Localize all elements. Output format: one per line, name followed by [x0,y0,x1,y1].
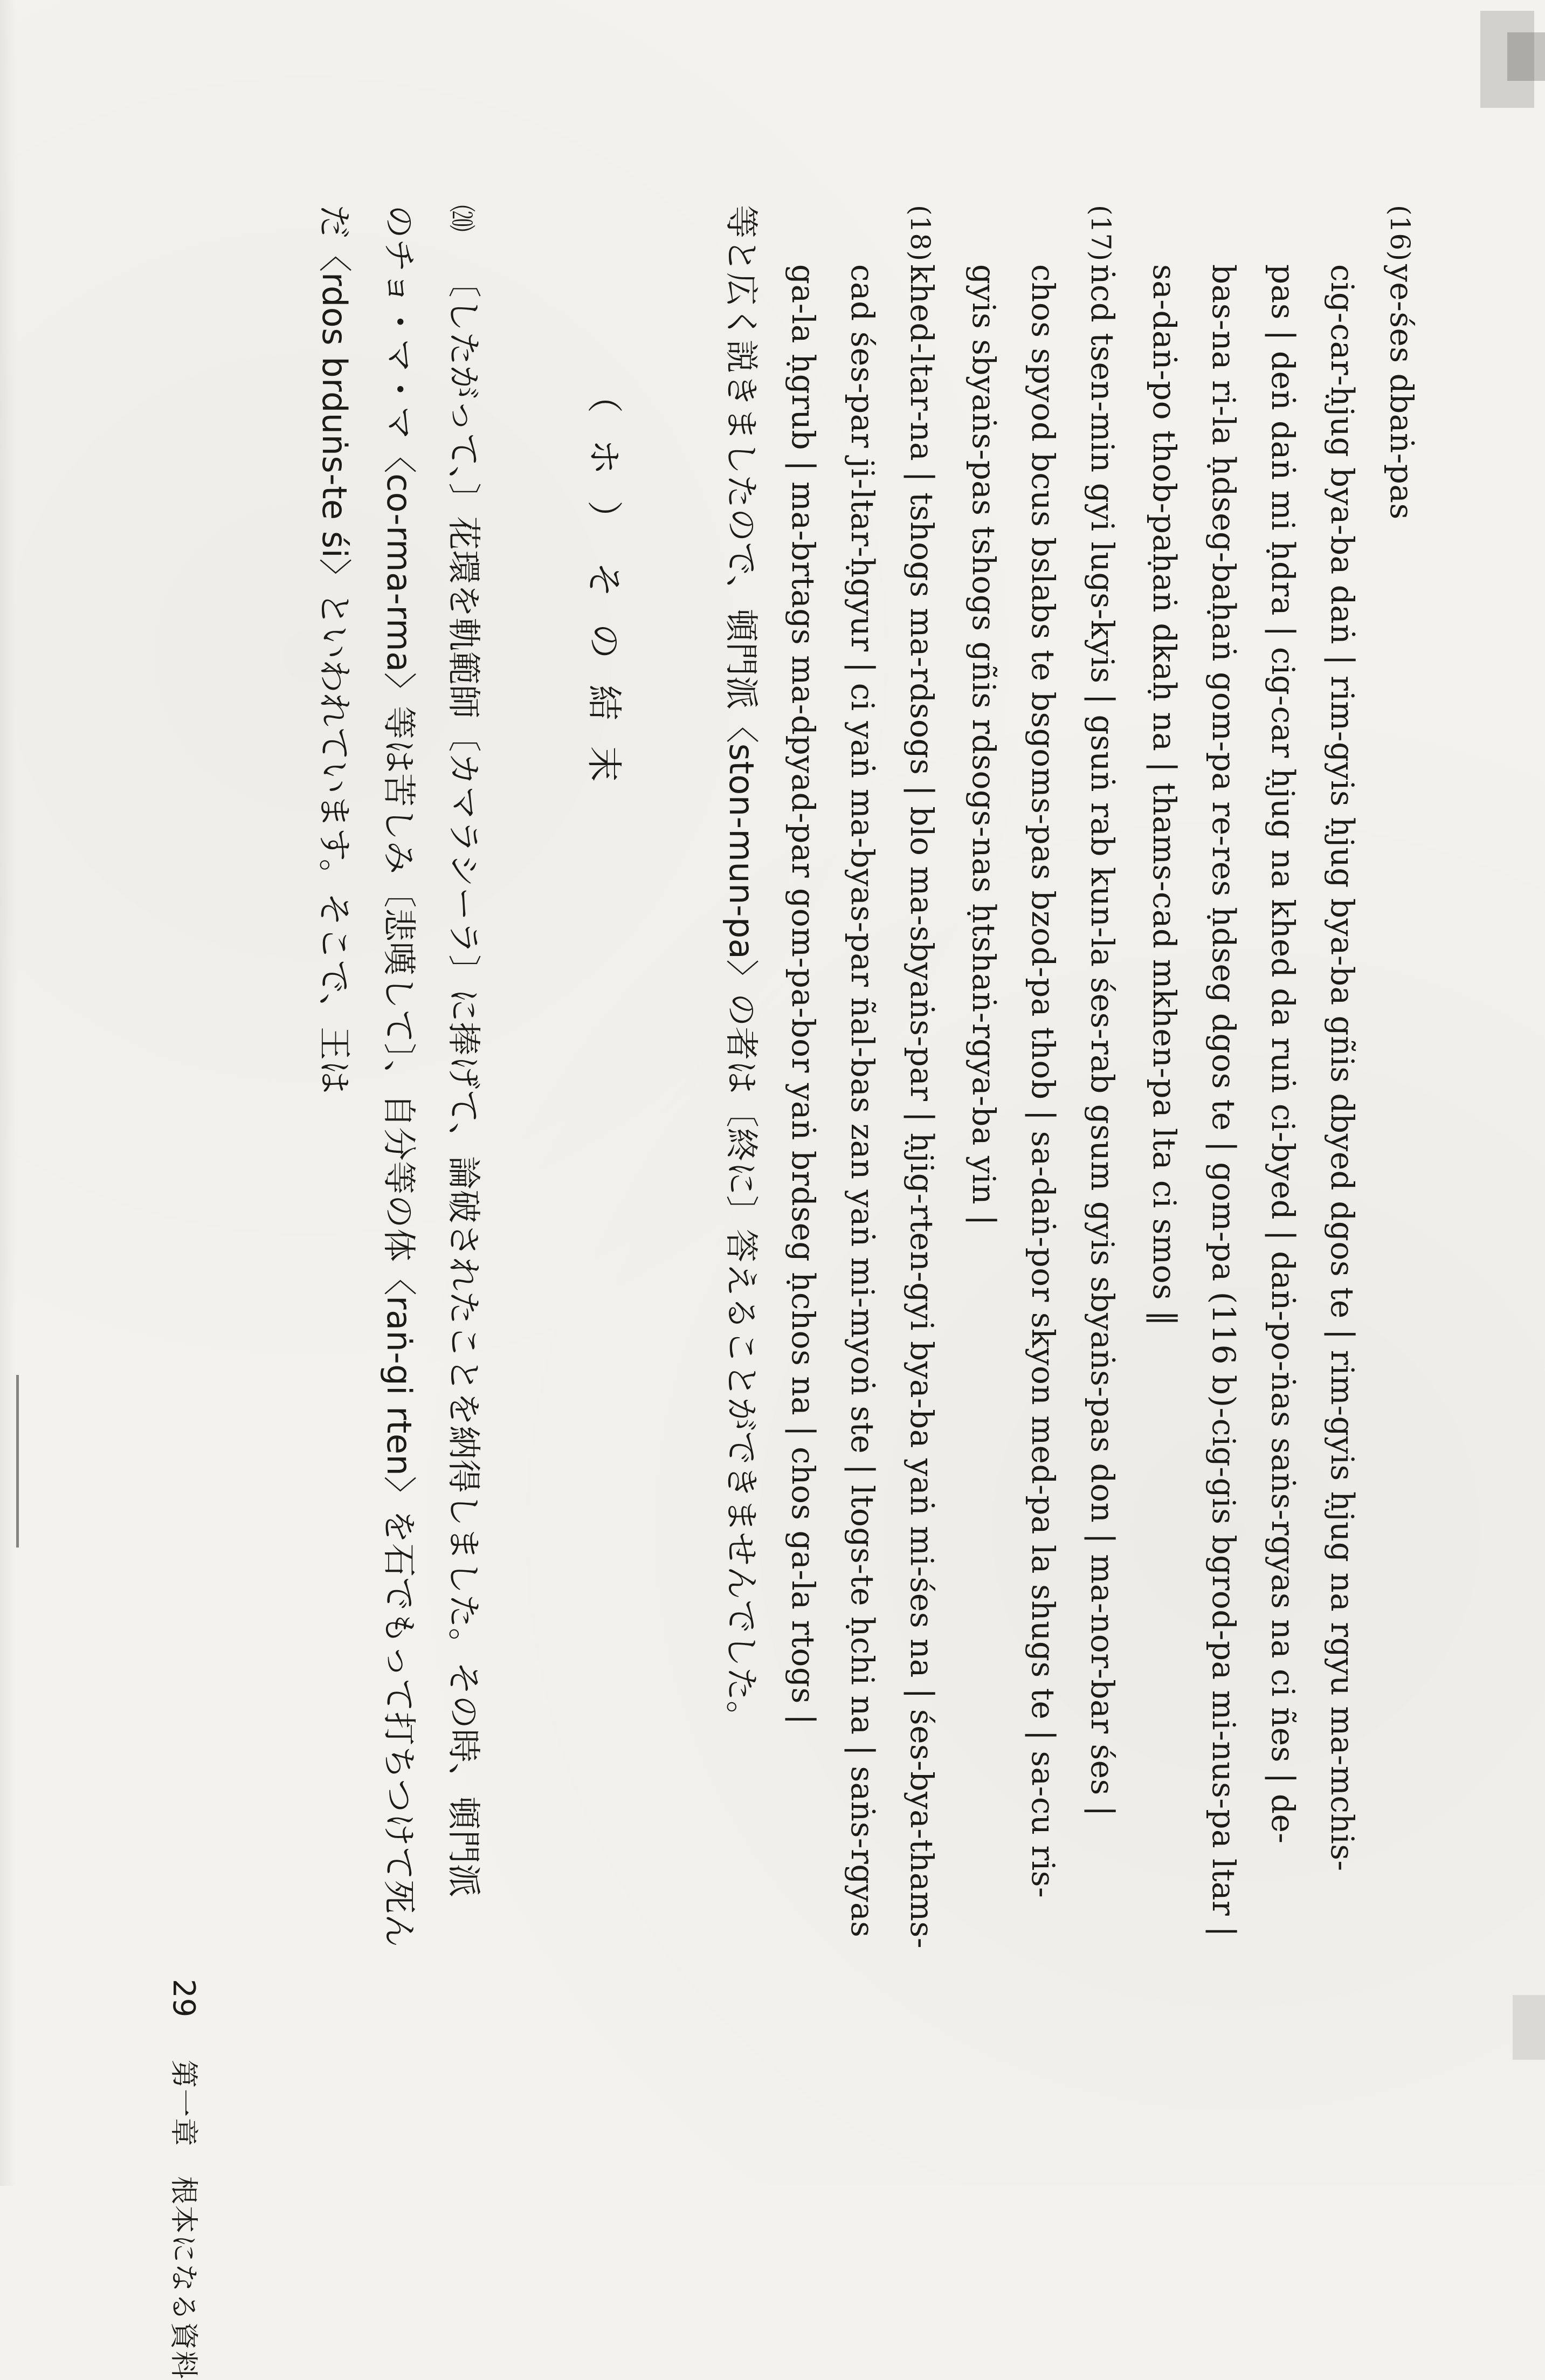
text-line: pas | deṅ daṅ mi ḥdra | cig-car ḥjug na khed da ruṅ ci-byed | daṅ-po-ṅas saṅs-rgyas na ci ñes | de- [1265,264,1301,1844]
section-18-line [899,205,943,1949]
closing-line: 等と広く説きましたので、頓門派〈ston-mun-pa〉の者は〔終に〕答えることができませんでした。 [722,205,761,1735]
text-line: だ〈rdos brduṅs-te śi〉といわれています。そこで、王は [315,205,354,1095]
section-16-title-line [1378,205,1423,520]
text-line: のチョ・マ・マ〈co-rma-rma〉等は苦しみ〔悲嘆して〕、自分等の体〈raṅ-gi rten〉を石でもって打ちつけて死ん [380,205,419,1948]
text-line: 〔したがって、〕花環を軌範師〔カマラシーラ〕に捧げて、論破されたことを納得しました。その時、頓門派 [444,264,484,1898]
text-line: bas-na ri-la ḥdseg-baḥaṅ gom-pa re-res ḥdseg dgos te | gom-pa (116 b)-cig-gis bgrod-pa mi-nus-pa ltar | [1205,264,1242,1937]
section-number: ⒇ [446,205,477,232]
section-20-line [440,205,485,1897]
text-line: khed-ltar-na | tshogs ma-rdsogs | blo ma-sbyaṅs-par | ḥjig-rten-gyi bya-ba yaṅ mi-śes na | śes-bya-thams- [903,264,940,1949]
section-number: (16) [1384,205,1416,262]
section-number: (18) [905,205,936,262]
text-line: ye-śes dbaṅ-pas [1383,264,1420,520]
binding-edge-line [16,1375,19,1547]
text-line: cig-car-ḥjug bya-ba daṅ | rim-gyis ḥjug bya-ba gñis dbyed dgos te | rim-gyis ḥjug na rgyu ma-mchis- [1324,264,1361,1872]
text-line: gyis sbyaṅs-pas tshogs gñis rdsogs-nas ḥtshaṅ-rgya-ba yin | [965,264,1002,1226]
rotated-text-block [129,205,1423,2380]
page-number: 29 [166,1979,201,2018]
text-line: cad śes-par ji-ltar-ḥgyur | ci yaṅ ma-byas-par ñal-bas zan yaṅ mi-myoṅ ste | ltogs-te ḥchi na | saṅs-rgyas [844,264,881,1938]
text-line: ga-la ḥgrub | ma-brtags ma-dpyad-par gom-pa-bor yaṅ brdseg ḥchos na | chos ga-la rtogs | [785,264,822,1725]
text-line: ṅcd tsen-min gyi lugs-kyis | gsuṅ rab kun-la śes-rab gsum gyis sbyaṅs-pas don | ma-nor-bar śes | [1084,264,1121,1817]
section-17-line [1079,205,1124,1817]
section-number: (17) [1085,205,1116,262]
text-line: chos spyod bcus bslabs te bsgoms-pas bzod-pa thob | sa-daṅ-por skyon med-pa la shugs te | sa-cu ris- [1025,264,1061,1899]
section-heading: （ホ）その結末 [583,377,625,808]
chapter-title: 第一章 根本になる資料 [167,2060,199,2380]
text-line: sa-daṅ-po thob-paḥaṅ dkaḥ na | thams-cad mkhen-pa lta ci smos ‖ [1146,264,1183,1326]
scan-edge-marks [1448,0,1545,2186]
